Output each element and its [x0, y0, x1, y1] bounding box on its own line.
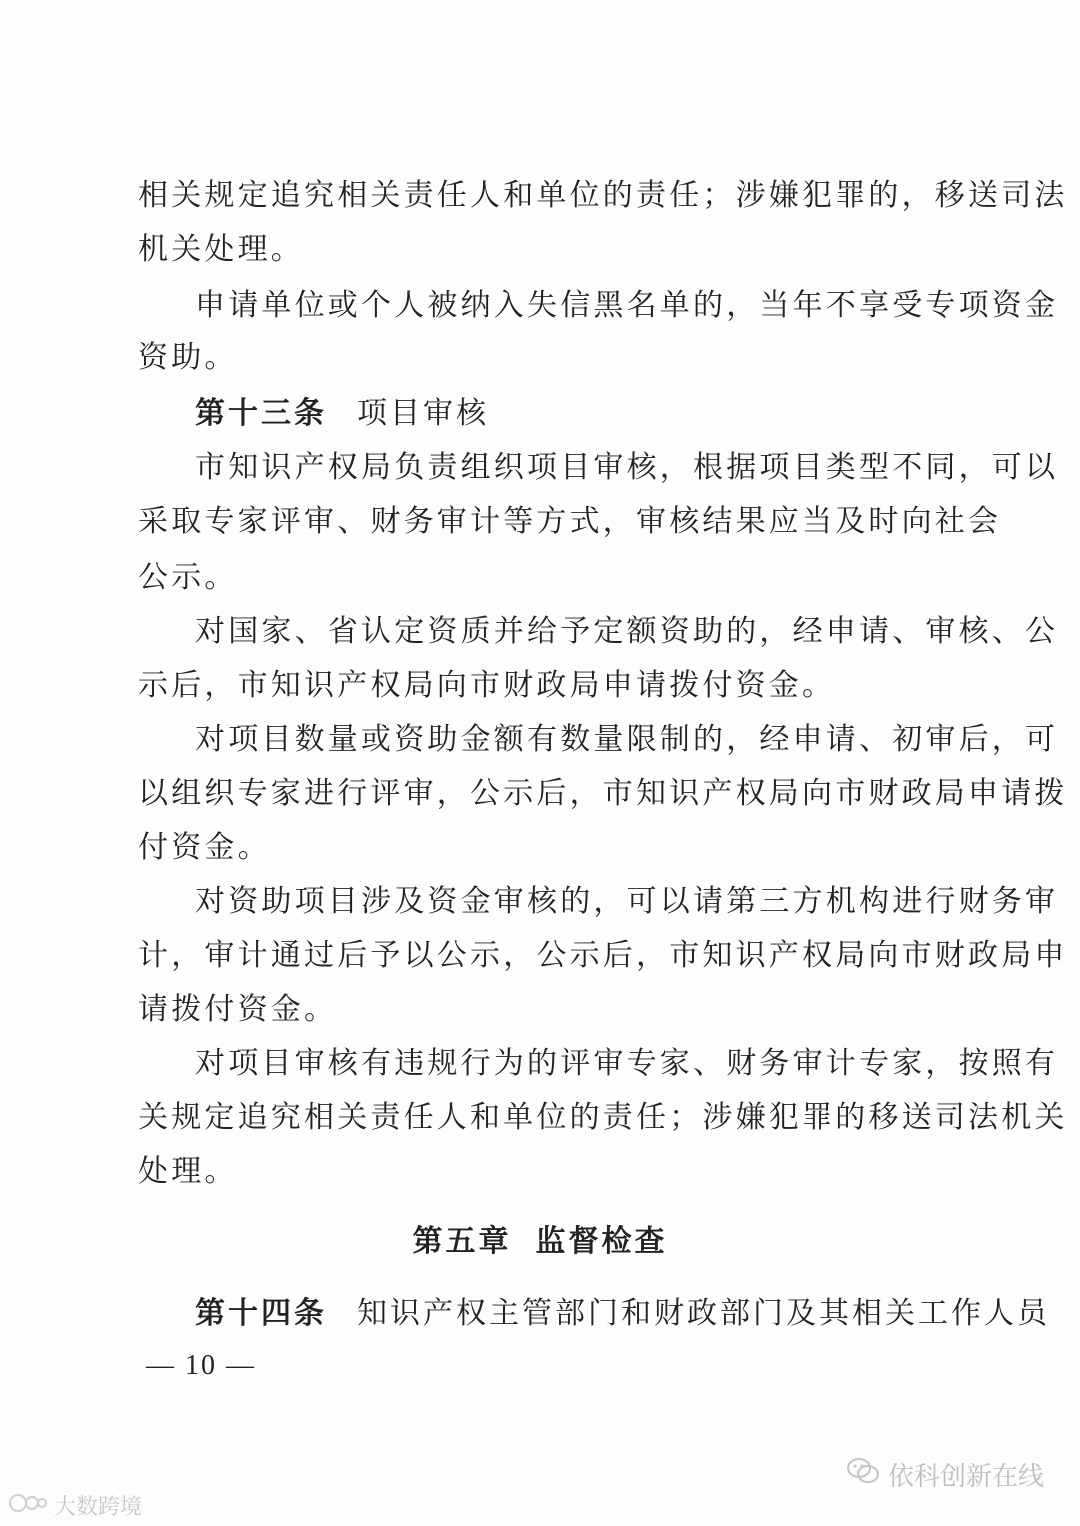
paragraph-line: 公示。	[138, 560, 238, 595]
page-number: — 10 —	[146, 1350, 256, 1381]
article-13-number: 第十三条	[195, 396, 327, 431]
article-13-heading	[195, 394, 489, 434]
chapter-number: 第五章	[412, 1224, 512, 1259]
paragraph-line: 申请单位或个人被纳入失信黑名单的，当年不享受专项资金	[195, 288, 1059, 323]
watermark-right-text: 依科创新在线	[887, 1462, 1044, 1492]
paragraph-line: 计，审计通过后予以公示，公示后，市知识产权局向市财政局申	[138, 938, 1068, 973]
article-14-heading	[195, 1294, 1050, 1334]
paragraph-line: 对项目审核有违规行为的评审专家、财务审计专家，按照有	[195, 1046, 1059, 1081]
paragraph-line: 市知识产权局负责组织项目审核，根据项目类型不同，可以	[195, 450, 1059, 485]
paragraph-line: 对国家、省认定资质并给予定额资助的，经申请、审核、公	[195, 614, 1059, 649]
paragraph-line: 对资助项目涉及资金审核的，可以请第三方机构进行财务审	[195, 884, 1059, 919]
paragraph-line: 资助。	[138, 340, 238, 375]
logo-icon	[8, 1492, 48, 1520]
article-14-number: 第十四条	[195, 1296, 327, 1331]
watermark-left-text: 大数跨境	[54, 1495, 143, 1520]
paragraph-line: 示后，市知识产权局向市财政局申请拨付资金。	[138, 668, 836, 703]
watermark-left	[8, 1490, 142, 1521]
paragraph-line: 关规定追究相关责任人和单位的责任；涉嫌犯罪的移送司法机关	[138, 1100, 1068, 1135]
paragraph-line: 请拨付资金。	[138, 992, 338, 1027]
wechat-icon	[846, 1457, 880, 1492]
paragraph-line: 采取专家评审、财务审计等方式，审核结果应当及时向社会	[138, 504, 1002, 539]
article-13-title: 项目审核	[357, 396, 489, 431]
paragraph-line: 相关规定追究相关责任人和单位的责任；涉嫌犯罪的，移送司法	[138, 178, 1068, 213]
paragraph-line: 机关处理。	[138, 232, 304, 267]
paragraph-line: 对项目数量或资助金额有数量限制的，经申请、初审后，可	[195, 722, 1059, 757]
paragraph-line: 以组织专家进行评审，公示后，市知识产权局向市财政局申请拨	[138, 776, 1068, 811]
article-14-text: 知识产权主管部门和财政部门及其相关工作人员	[357, 1296, 1050, 1331]
paragraph-line: 处理。	[138, 1154, 238, 1189]
chapter-title: 监督检查	[535, 1224, 668, 1259]
watermark-right	[846, 1456, 1044, 1493]
paragraph-line: 付资金。	[138, 830, 271, 865]
chapter-heading	[0, 1222, 1080, 1262]
